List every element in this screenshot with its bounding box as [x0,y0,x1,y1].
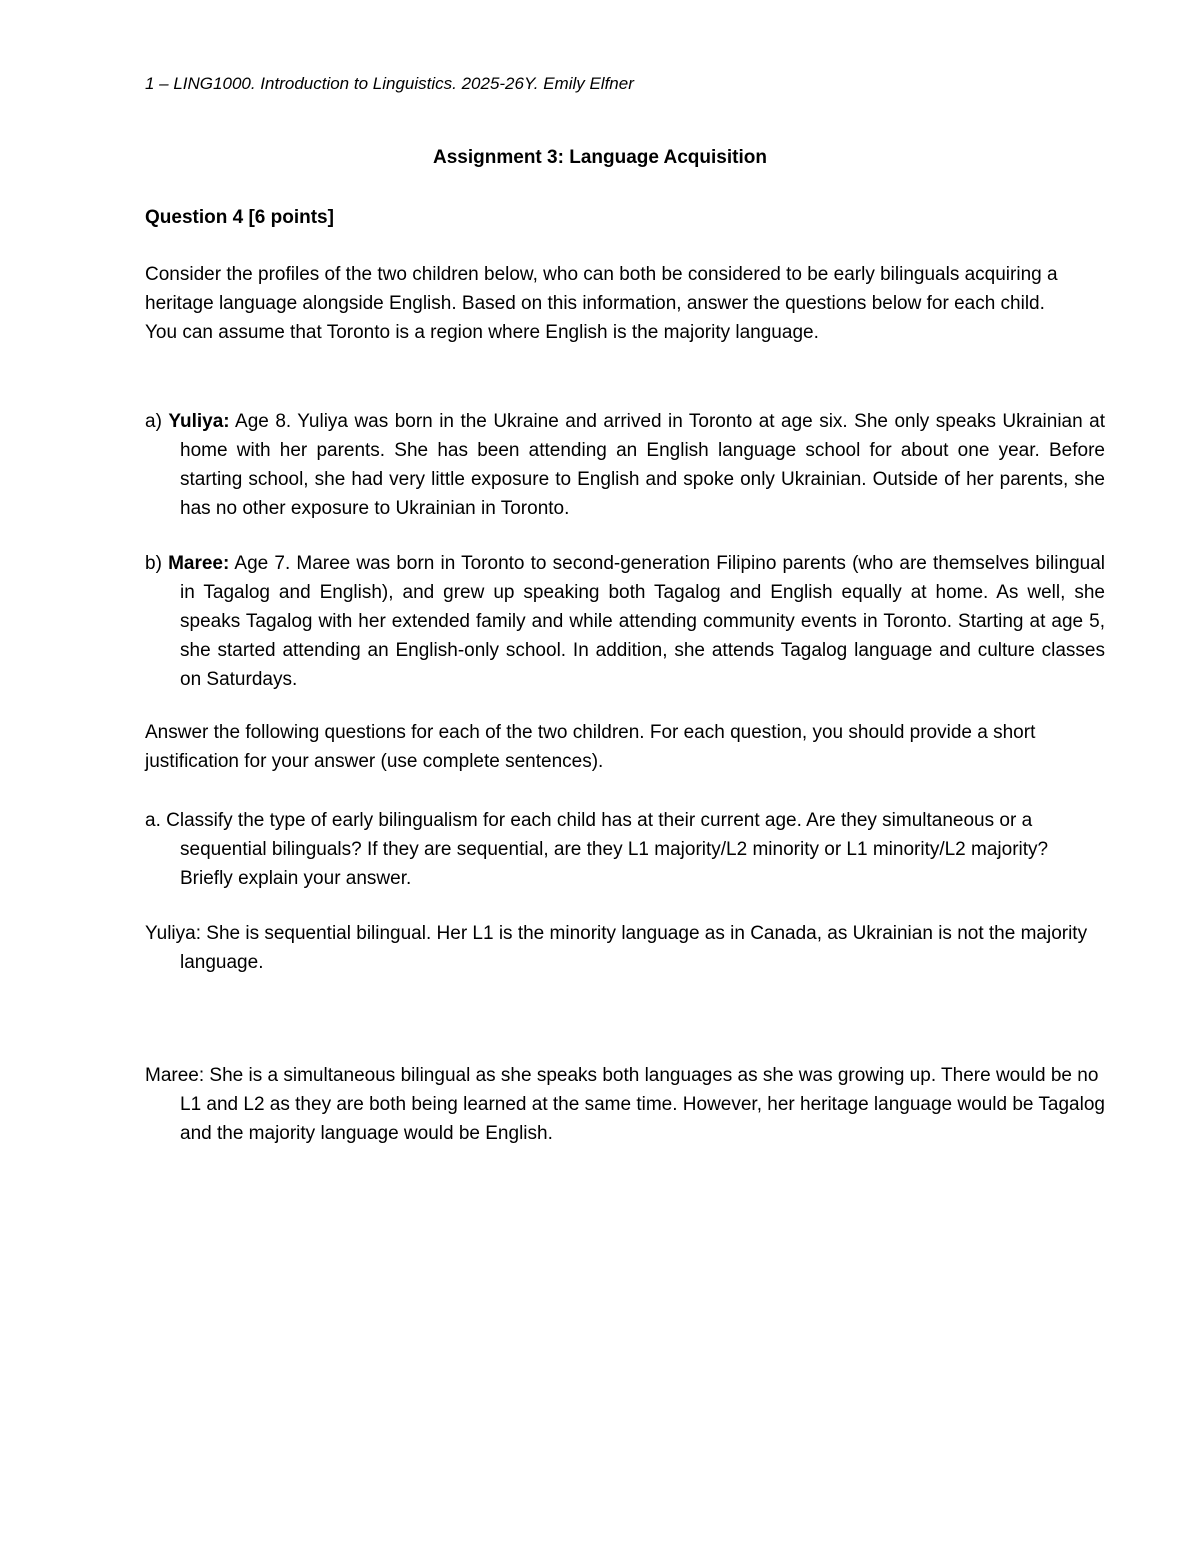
profile-marker: b) [145,553,162,574]
sub-question-text: Classify the type of early bilingualism for each child has at their current age. Are they simultaneous or a sequential bilinguals? If they are sequential, are they L1 majority/L2 minority or L1 minority/L2 majority? Briefly explain your answer. [166,810,1049,889]
running-head: 1 – LING1000. Introduction to Linguistics. 2025-26Y. Emily Elfner [145,74,634,93]
profile-yuliya [145,407,1105,523]
profile-maree [145,549,1105,694]
question-heading: Question 4 [6 points] [145,207,334,228]
sub-question-marker: a. [145,810,161,831]
assignment-title: Assignment 3: Language Acquisition [433,147,767,168]
answer-text: She is sequential bilingual. Her L1 is the minority language as in Canada, as Ukrainian is not the majority language. [180,923,1088,973]
question-intro: Consider the profiles of the two children below, who can both be considered to be early bilinguals acquiring a heritage language alongside English. Based on this information, answer the questions below for each child. You can assume that Toronto is a region where English is the majority language. [145,264,1058,343]
profile-text: Age 8. Yuliya was born in the Ukraine and arrived in Toronto at age six. She only speaks Ukrainian at home with her parents. She has been attending an English language school for about one year. Before starting school, she had very little exposure to English and spoke only Ukrainian. Outside of her parents, she has no other exposure to Ukrainian in Toronto. [180,411,1105,519]
profile-marker: a) [145,411,162,432]
answer-yuliya [145,919,1105,977]
profile-name: Yuliya: [168,411,230,432]
answer-label: Maree: [145,1065,205,1086]
profile-text: Age 7. Maree was born in Toronto to second-generation Filipino parents (who are themselves bilingual in Tagalog and English), and grew up speaking both Tagalog and English equally at home. As well, she speaks Tagalog with her extended family and while attending community events in Toronto. Starting at age 5, she started attending an English-only school. In addition, she attends Tagalog language and culture classes on Saturdays. [180,553,1105,690]
profile-name: Maree: [168,553,230,574]
sub-question-a [145,806,1105,893]
answer-label: Yuliya: [145,923,201,944]
answer-maree [145,1061,1105,1148]
instructions-paragraph: Answer the following questions for each of the two children. For each question, you should provide a short justification for your answer (use complete sentences). [145,722,1036,772]
answer-text: She is a simultaneous bilingual as she speaks both languages as she was growing up. There would be no L1 and L2 as they are both being learned at the same time. However, her heritage language would be Tagalog and the majority language would be English. [180,1065,1105,1144]
